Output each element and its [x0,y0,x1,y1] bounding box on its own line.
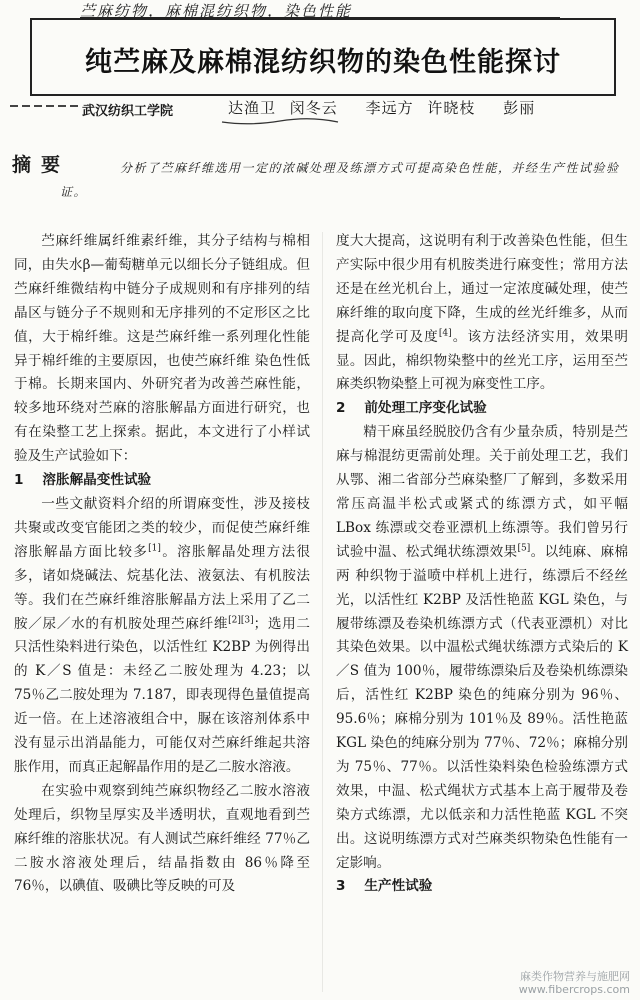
citation: [2][3] [228,614,254,625]
paragraph: 苎麻纤维属纤维素纤维，其分子结构与棉相同，由失水β—葡萄糖单元以细长分子链组成。但苎麻纤维微结构中链分子成规则和有序排列的结晶区与链分子不规则和无序排列的不定形区之比值，大于棉纤维。这是苎麻纤维一系列理化性能异于棉纤维的主要原因，也使苎麻纤维 染色性低于棉。长期来国内、外研究者为改善苎麻性能，较多地环绕对苎麻的溶胀解晶方面进行研究，也有在染整工艺上探索。据此，本文进行了小样试验及生产试验如下： [14,233,310,465]
decorative-dashes [10,100,80,112]
abstract-text: 分析了苎麻纤维选用一定的浓碱处理及练漂方式可提高染色性能，并经生产性试验验证。 [60,161,620,199]
author: 李远方 [365,99,414,117]
page-title: 纯苎麻及麻棉混纺织物的染色性能探讨 [85,47,561,78]
author: 彭丽 [503,99,536,117]
right-column [336,230,628,899]
citation: [5] [517,543,531,554]
watermark: 麻类作物营养与施肥网 www.fibercrops.com [518,970,630,996]
author: 许晓枝 [427,99,476,117]
author: 达渔卫 [228,99,277,117]
paragraph: 度大大提高，这说明有利于改善染色性能，但生产实际中很少用有机胺类进行麻变性；常用方法还是在丝光机台上，通过一定浓度碱处理，使苎麻纤维的取向度下降，生成的丝光纤维多，从而提高化学可及度[4]。该方法经济实用，效果明显。因此，棉织物染整中的丝光工序，运用至苎麻类织物染整上可视为麻变性工序。 [336,233,629,393]
citation: [1] [148,543,161,554]
abstract-heading: 摘要 [12,154,71,176]
paragraph: 在实验中观察到纯苎麻织物经乙二胺水溶液处理后，织物呈厚实及半透明状，直观地看到苎麻纤维的溶胀状况。有人测试苎麻纤维经 77％乙二胺水溶液处理后，结晶指数由 86％降至 76％，以碘值、吸碘比等反映的可及 [14,782,310,895]
left-column [14,230,310,899]
affiliation: 武汉纺织工学院 [82,104,174,119]
column-gutter [322,232,323,992]
handwritten-underline [220,117,340,127]
author-list [228,97,588,118]
citation: [4] [438,328,452,339]
author: 闵冬云 [289,99,338,117]
title-box [30,18,616,96]
section-heading: 1 溶胀解晶变性试验 [14,472,152,489]
paragraph: 一些文献资料介绍的所谓麻变性，涉及接枝共聚或改变官能团之类的较少，而促使苎麻纤维溶胀解晶方面比较多[1]。溶胀解晶处理方法很多，诸如烧碱法、烷基化法、液氨法、有机胺法等。我们在苎麻纤维溶胀解晶方法上采用了乙二胺／尿／水的有机胺处理苎麻纤维[2][3]；选用二只活性染料进行染色，以活性红 K2BP 为例得出的 K／S 值是：未经乙二胺处理为 4.23；以 75％乙二胺处理为 7.187，即表现得色量值提高近一倍。在上述溶液组合中，脲在该溶剂体系中没有显示出消晶能力，可能仅对苎麻纤维起共溶胀作用，而真正起解晶作用的是乙二胺水溶液。 [14,495,311,775]
section-heading: 2 前处理工序变化试验 [336,400,487,417]
section-heading: 3 生产性试验 [336,878,433,895]
handwritten-keywords: 苎麻纺物，麻棉混纺织物，染色性能 [80,0,560,22]
paragraph: 精干麻虽经脱胶仍含有少量杂质，特别是苎麻与棉混纺更需前处理。关于前处理工艺，我们从鄂、湘二省部分苎麻染整厂了解到，多数采用常压高温半松式或紧式的练漂方式，如平幅 LBox 练漂或交卷亚漂机上练漂等。我们曾另行试验中温、松式绳状练漂效果[5]。以纯麻、麻棉两 种织物于溢喷中样机上进行，练漂后不经丝光，以活性红 K2BP 及活性艳蓝 KGL 染色，与履带练漂及卷染机练漂方式（代表亚漂机）对比其染色效果。以中温松式绳状练漂方式染后的 K／S 值为 100％，履带练漂染后及卷染机练漂染后，活性红 K2BP 染色的纯麻分别为 96％、95.6％；麻棉分别为 101％及 89％。活性艳蓝 KGL 染色的纯麻分别为 77％、72％；麻棉分别为 75％、77％。以活性染料染色检验练漂方式效果，中温、松式绳状方式基本上高于履带及卷染方式练漂，尤以低亲和力活性艳蓝 KGL 不突出。这说明练漂方式对苎麻类织物染色性能有一定影响。 [336,424,629,871]
